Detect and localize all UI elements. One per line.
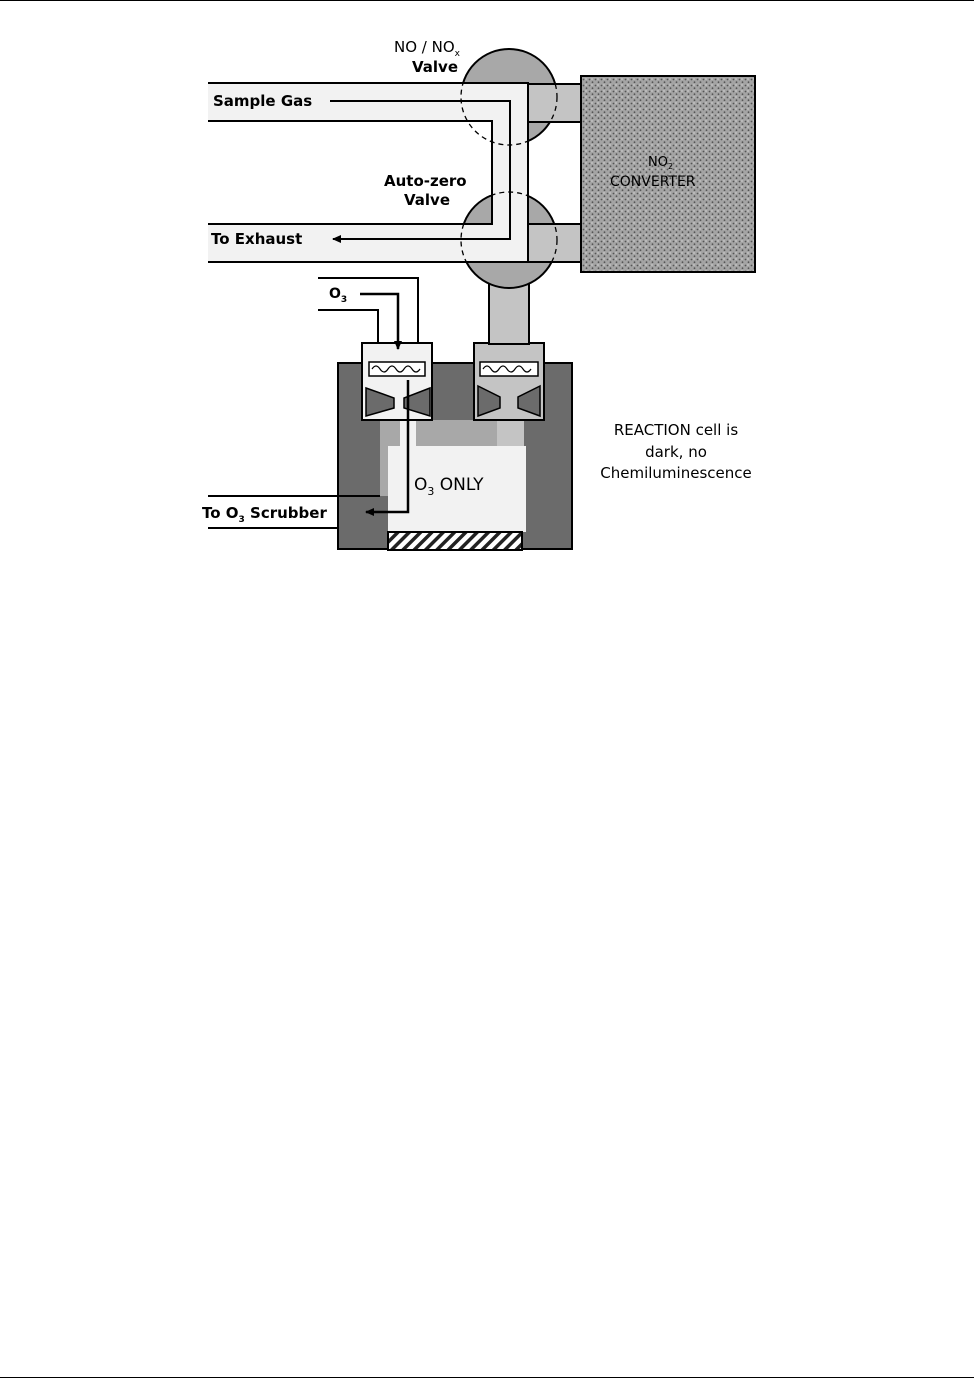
o3-injector	[362, 343, 432, 420]
auto-zero-valve-label: Auto-zero	[384, 172, 467, 190]
to-exhaust-label: To Exhaust	[211, 230, 303, 248]
reaction-note-line2: dark, no	[645, 443, 707, 461]
converter-label-line2: CONVERTER	[610, 174, 696, 190]
auto-zero-valve-label-line2: Valve	[404, 191, 451, 209]
to-o3-scrubber-label: To $O_3$ Scrubber	[202, 504, 327, 525]
converter-label: $NO_2$	[648, 155, 674, 171]
no-nox-valve-label-line2: Valve	[412, 58, 459, 76]
no-nox-valve-label: NO / $NO_x$	[394, 38, 460, 59]
o3-only-label: $O_3$ ONLY	[414, 475, 484, 498]
photodetector-window	[388, 532, 522, 550]
reaction-note-line3: Chemiluminescence	[600, 464, 752, 482]
sample-gas-label: Sample Gas	[213, 92, 313, 110]
reaction-note-line1: REACTION cell is	[613, 421, 739, 439]
sample-injector	[474, 343, 544, 420]
o3-inlet-label: $O_3$	[329, 286, 348, 305]
